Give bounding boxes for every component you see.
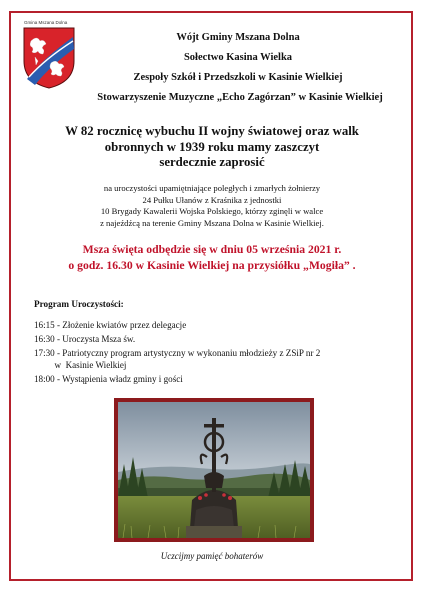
- headline-line: serdecznie zaprosić: [159, 155, 265, 169]
- invitation-headline: [20, 124, 404, 171]
- program-item: 17:30 - Patriotyczny program artystyczny w wykonaniu młodzieży z ZSiP nr 2: [34, 348, 321, 359]
- headline-line: obronnych w 1939 roku mamy zaszczyt: [104, 139, 320, 154]
- monument-photo: [118, 402, 310, 538]
- mass-line: Msza święta odbędzie się w dniu 05 września 2021 r.: [82, 243, 342, 256]
- organizer-line-4: Stowarzyszenie Muzyczne „Echo Zagórzan” w Kasinie Wielkiej: [97, 92, 383, 103]
- program-title: Program Uroczystości:: [34, 299, 124, 309]
- photo-caption: Uczcijmy pamięć bohaterów: [160, 551, 264, 561]
- description-line: 24 Pułku Ułanów z Kraśnika z jednostki: [142, 194, 282, 205]
- program-item: w Kasinie Wielkiej: [34, 359, 127, 370]
- program-item: 16:30 - Uroczysta Msza św.: [34, 334, 136, 345]
- description-line: z najeźdźcą na terenie Gminy Mszana Dolna w Kasinie Wielkiej.: [100, 217, 324, 228]
- program-item: 16:15 - Złożenie kwiatów przez delegacje: [34, 320, 187, 330]
- description-line: 10 Brygady Kawalerii Wojska Polskiego, którzy zginęli w walce: [100, 206, 324, 217]
- headline-line: W 82 rocznicę wybuchu II wojny światowej oraz walk: [65, 124, 359, 138]
- mass-line: o godz. 16.30 w Kasinie Wielkiej na przysiółku „Mogiła” .: [68, 259, 356, 272]
- event-description: [20, 183, 404, 229]
- description-line: na uroczystości upamiętniające poległych i zmarłych żołnierzy: [103, 183, 321, 193]
- crest-label: Gmina Mszana Dolna: [24, 20, 68, 25]
- program-list: [34, 320, 320, 388]
- organizer-line-3: Zespoły Szkół i Przedszkoli w Kasinie Wielkiej: [133, 72, 343, 83]
- organizer-line-2: Sołectwo Kasina Wielka: [183, 52, 293, 63]
- program-item: 18:00 - Wystąpienia władz gminy i gości: [34, 374, 183, 385]
- monument-photo-frame: [114, 398, 314, 542]
- mass-announcement: [14, 242, 410, 274]
- organizer-line-1: Wójt Gminy Mszana Dolna: [176, 32, 300, 43]
